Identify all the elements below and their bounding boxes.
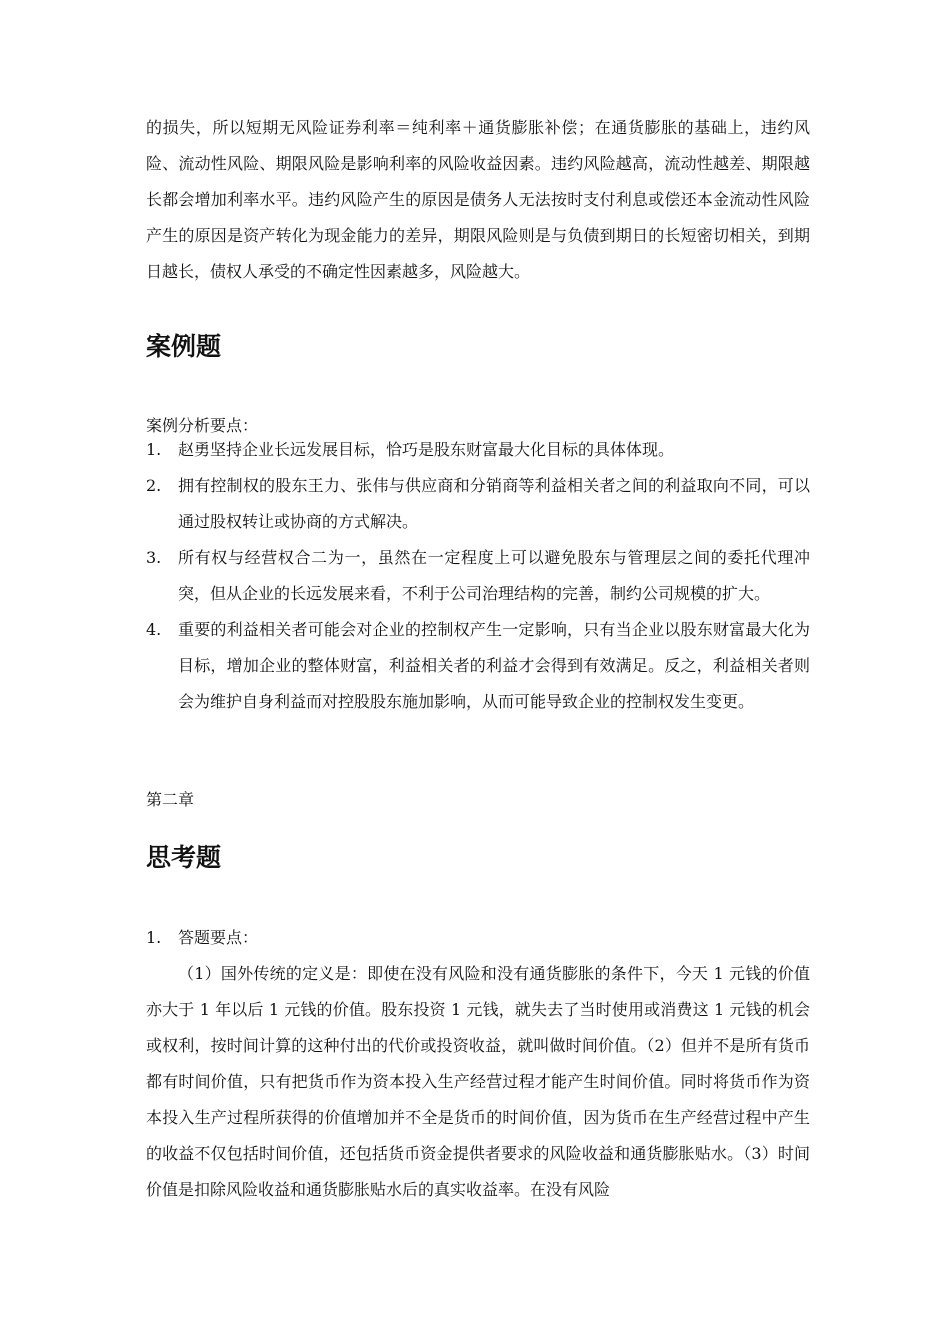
list-item <box>146 432 810 468</box>
continuation-paragraph: 的损失，所以短期无风险证券利率＝纯利率＋通货膨胀补偿；在通货膨胀的基础上，违约风险、流动性风险、期限风险是影响利率的风险收益因素。违约风险越高，流动性越差、期限越长都会增加利率水平。违约风险产生的原因是债务人无法按时支付利息或偿还本金流动性风险产生的原因是资产转化为现金能力的差异，期限风险则是与负债到期日的长短密切相关，到期日越长，债权人承受的不确定性因素越多，风险越大。 <box>146 118 810 281</box>
list-text: 赵勇坚持企业长远发展目标，恰巧是股东财富最大化目标的具体体现。 <box>178 440 675 459</box>
list-number: 4. <box>146 620 162 639</box>
case-analysis-intro: 案例分析要点： <box>146 416 259 435</box>
list-number: 3. <box>146 548 162 567</box>
list-item <box>146 920 810 956</box>
list-number: 1. <box>146 928 162 947</box>
list-item <box>146 612 810 720</box>
answer-body-paragraph: （1）国外传统的定义是：即使在没有风险和没有通货膨胀的条件下，今天 1 元钱的价值亦大于 1 年以后 1 元钱的价值。股东投资 1 元钱，就失去了当时使用或消费这 1 元钱的机会或权利，按时间计算的这种付出的代价或投资收益，就叫做时间价值。（2）但并不是所有货币都有时间价值，只有把货币作为资本投入生产经营过程才能产生时间价值。同时将货币作为资本投入生产过程所获得的价值增加并不全是货币的时间价值，因为货币在生产经营过程中产生的收益不仅包括时间价值，还包括货币资金提供者要求的风险收益和通货膨胀贴水。（3）时间价值是扣除风险收益和通货膨胀贴水后的真实收益率。在没有风险 <box>146 964 810 1199</box>
thinking-section-heading: 思考题 <box>146 843 222 872</box>
list-item <box>146 540 810 612</box>
list-text: 拥有控制权的股东王力、张伟与供应商和分销商等利益相关者之间的利益取向不同，可以通过股权转让或协商的方式解决。 <box>178 476 810 531</box>
list-text: 所有权与经营权合二为一，虽然在一定程度上可以避免股东与管理层之间的委托代理冲突，但从企业的长远发展来看，不利于公司治理结构的完善，制约公司规模的扩大。 <box>178 548 810 603</box>
list-item <box>146 468 810 540</box>
list-number: 1. <box>146 440 162 459</box>
chapter-label: 第二章 <box>146 790 195 809</box>
list-text: 重要的利益相关者可能会对企业的控制权产生一定影响，只有当企业以股东财富最大化为目标，增加企业的整体财富，利益相关者的利益才会得到有效满足。反之，利益相关者则会为维护自身利益而对控股股东施加影响，从而可能导致企业的控制权发生变更。 <box>178 620 810 711</box>
list-number: 2. <box>146 476 162 495</box>
list-text: 答题要点： <box>178 928 259 947</box>
case-section-heading: 案例题 <box>146 332 222 361</box>
